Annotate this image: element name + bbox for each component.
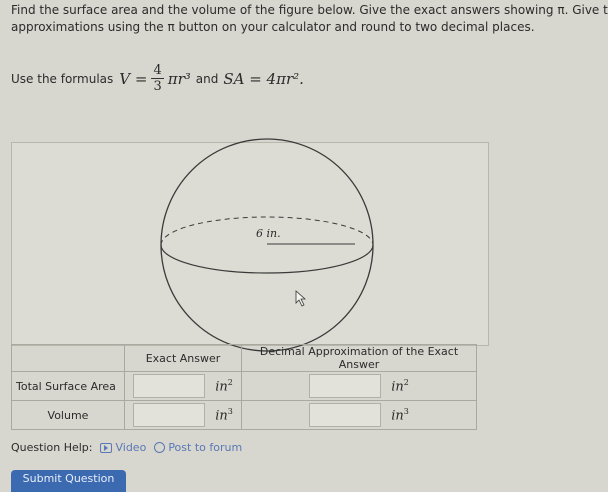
surface-area-decimal-input[interactable] <box>309 374 381 398</box>
chat-bubble-icon <box>154 442 165 453</box>
forum-link-label: Post to forum <box>168 441 243 454</box>
unit-text: in <box>391 408 404 424</box>
submit-question-button[interactable]: Submit Question <box>11 470 126 492</box>
unit-text: in <box>215 408 228 424</box>
question-line-1: Find the surface area and the volume of the figure below. Give the exact answers showing π. Give t <box>11 3 608 17</box>
equator-front <box>161 245 373 273</box>
unit-exponent: 2 <box>403 377 409 387</box>
question-prompt <box>11 2 608 36</box>
unit-text: in <box>215 379 228 395</box>
table-row <box>12 372 477 401</box>
surface-area-exact-input[interactable] <box>133 374 205 398</box>
unit-label <box>215 378 233 394</box>
question-help <box>11 441 242 454</box>
question-help-label: Question Help: <box>11 441 93 454</box>
header-exact: Exact Answer <box>125 345 242 372</box>
volume-exact-input[interactable] <box>133 403 205 427</box>
header-decimal: Decimal Approximation of the Exact Answer <box>242 345 477 372</box>
unit-exponent: 3 <box>227 406 233 416</box>
decimal-cell <box>242 401 477 430</box>
surface-area-formula: SA = 4πr². <box>223 69 304 88</box>
answer-table <box>11 344 477 430</box>
video-link[interactable] <box>100 441 146 454</box>
sphere-figure <box>12 143 488 345</box>
exact-cell <box>125 372 242 401</box>
unit-exponent: 3 <box>403 406 409 416</box>
unit-label <box>215 407 233 423</box>
volume-fraction <box>151 63 163 94</box>
video-icon <box>100 443 112 453</box>
unit-text: in <box>391 379 404 395</box>
unit-exponent: 2 <box>227 377 233 387</box>
question-line-2: approximations using the π button on your calculator and round to two decimal places. <box>11 20 535 34</box>
formula-intro: Use the formulas <box>11 71 114 86</box>
exact-cell <box>125 401 242 430</box>
sphere-outline <box>161 139 373 351</box>
decimal-cell <box>242 372 477 401</box>
formula-and: and <box>195 71 219 86</box>
formula-line <box>11 63 304 94</box>
volume-lhs: V = <box>119 69 148 88</box>
radius-label: 6 in. <box>256 227 281 240</box>
video-link-label: Video <box>115 441 147 454</box>
row-label-volume: Volume <box>12 401 125 430</box>
table-row <box>12 401 477 430</box>
header-blank <box>12 345 125 372</box>
row-label-surface-area: Total Surface Area <box>12 372 125 401</box>
fraction-denominator: 3 <box>153 79 162 94</box>
fraction-numerator: 4 <box>153 63 162 78</box>
table-header-row <box>12 345 477 372</box>
unit-label <box>391 407 409 423</box>
volume-rhs: πr³ <box>167 69 191 88</box>
figure-panel <box>11 142 489 346</box>
unit-label <box>391 378 409 394</box>
forum-link[interactable] <box>154 441 242 454</box>
volume-decimal-input[interactable] <box>309 403 381 427</box>
cursor-icon <box>296 291 305 306</box>
